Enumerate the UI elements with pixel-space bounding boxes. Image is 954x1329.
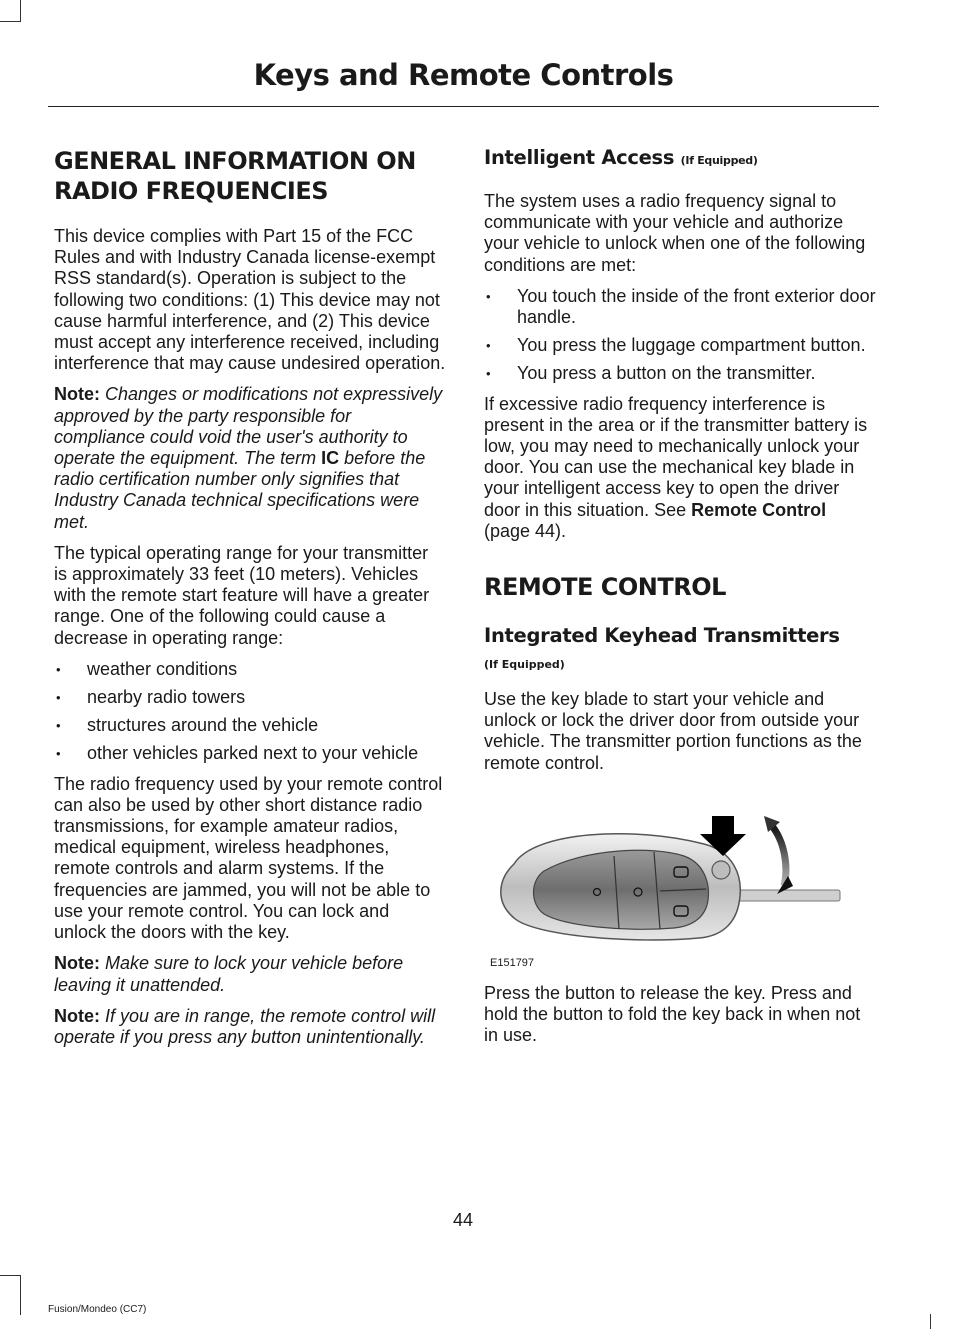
subheading-integrated-keyhead: Integrated Keyhead Transmitters — [484, 624, 840, 648]
list-item: • nearby radio towers — [54, 687, 446, 708]
paragraph-frequency-jamming: The radio frequency used by your remote control can also be used by other short distance radio transmissions, for example amateur radios, medical equipment, wireless headphones, remote controls and alarm systems. If the frequencies are jammed, you will not be able to use your remote control. You can lock and unlock the doors with the key. — [54, 773, 443, 943]
title-rule — [48, 106, 879, 107]
note-unintentional-press — [54, 1006, 446, 1048]
if-equipped-label: (If Equipped) — [484, 658, 565, 672]
list-item: • You press the luggage compartment button. — [484, 335, 876, 356]
crop-mark — [20, 1275, 21, 1315]
paragraph-text: If excessive radio frequency interference is present in the area or if the transmitter battery is low, you may need to mechanically unlock your door. You can use the mechanical key blade in your intelligent access key to open the driver door in this situation. See — [484, 393, 868, 520]
figure-id: E151797 — [490, 956, 535, 969]
paragraph-key-blade: Use the key blade to start your vehicle and unlock or lock the driver door from outside your vehicle. The transmitter portion functions as the remote control. — [484, 689, 862, 773]
ic-term: IC — [321, 448, 340, 469]
crop-mark — [930, 1314, 931, 1329]
unlock-conditions-list — [484, 286, 876, 385]
note-modifications — [54, 384, 446, 532]
page-title: Keys and Remote Controls — [253, 58, 674, 92]
note-text: Make sure to lock your vehicle before leaving it unattended. — [54, 953, 404, 995]
paragraph-interference — [484, 394, 876, 542]
key-fob-illustration — [484, 786, 876, 971]
key-fob-drawing — [484, 786, 876, 956]
note-lock-vehicle — [54, 953, 446, 995]
footer-model: Fusion/Mondeo (CC7) — [48, 1304, 147, 1315]
crop-mark — [0, 1275, 21, 1276]
note-label: Note: — [54, 953, 100, 974]
list-item: • weather conditions — [54, 659, 446, 680]
section-heading-radio-frequencies: GENERAL INFORMATION ON RADIO FREQUENCIES — [54, 147, 416, 205]
paragraph-release-key: Press the button to release the key. Press and hold the button to fold the key back in when not in use. — [484, 982, 861, 1046]
paragraph-operating-range: The typical operating range for your transmitter is approximately 33 feet (10 meters). Vehicles with the remote start feature will have a greater range. One of the following could cause a decrease in operating range: — [54, 542, 430, 648]
left-column — [54, 146, 446, 1058]
note-text: Changes or modifications not expressively approved by the party responsible for compliance could void the user's authority to operate the equipment. The term — [54, 384, 443, 469]
note-text: before the radio certification number only signifies that Industry Canada technical specifications were met. — [54, 448, 426, 532]
right-column — [484, 146, 876, 1056]
section-heading-remote-control: REMOTE CONTROL — [484, 573, 726, 602]
subheading-intelligent-access — [484, 146, 876, 173]
paragraph-intelligent-access: The system uses a radio frequency signal to communicate with your vehicle and authorize your vehicle to unlock when one of the following conditions are met: — [484, 191, 866, 275]
paragraph-text: (page 44). — [484, 520, 567, 541]
subheading-text: Intelligent Access — [484, 146, 675, 169]
list-item: • other vehicles parked next to your vehicle — [54, 743, 446, 764]
list-item: • structures around the vehicle — [54, 715, 446, 736]
paragraph-fcc-compliance: This device complies with Part 15 of the FCC Rules and with Industry Canada license-exempt RSS standard(s). Operation is subject to the following two conditions: (1) This device may not cause harmful interference, and (2) This device must accept any interference received, including interference that may cause undesired operation. — [54, 226, 446, 374]
note-text: If you are in range, the remote control will operate if you press any button unintentionally. — [54, 1005, 436, 1047]
list-item: • You touch the inside of the front exterior door handle. — [484, 286, 876, 328]
note-label: Note: — [54, 384, 100, 405]
crop-mark — [0, 21, 21, 22]
remote-control-link[interactable]: Remote Control — [691, 499, 827, 520]
if-equipped-label: (If Equipped) — [680, 154, 758, 167]
range-factors-list — [54, 659, 446, 765]
page-number: 44 — [452, 1210, 474, 1230]
list-item: • You press a button on the transmitter. — [484, 363, 876, 384]
crop-mark — [20, 0, 21, 22]
spacer — [484, 552, 876, 572]
note-label: Note: — [54, 1005, 100, 1026]
